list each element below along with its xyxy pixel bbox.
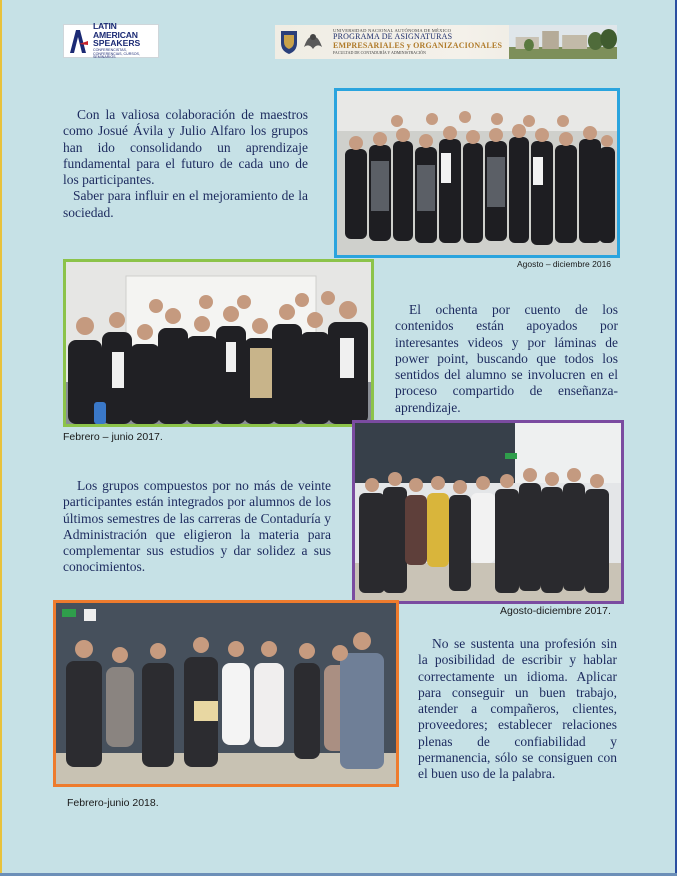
- speakers-logo-text: [93, 22, 154, 60]
- campus-photo: [509, 25, 617, 59]
- speakers-logo-line1: LATIN AMERICAN: [93, 21, 138, 40]
- left-page-edge: [0, 0, 2, 876]
- university-name: UNIVERSIDAD NACIONAL AUTÓNOMA DE MÉXICO: [333, 27, 452, 33]
- paragraph-multimedia-text: El ochenta por cuento de los contenidos están apoyados por interesantes videos y por láminas de power point, buscando que todos los sentidos del alumno se involucren en el proceso compartido de enseñanza-aprendizaje.: [395, 302, 618, 415]
- caption-photo-2017-spring: Febrero – junio 2017.: [63, 431, 163, 443]
- group-photo-2018: [53, 600, 399, 787]
- speakers-logo-line2: SPEAKERS: [93, 38, 141, 49]
- caption-photo-2017-fall: Agosto-diciembre 2017.: [500, 605, 611, 617]
- banner-text: [333, 29, 509, 56]
- faculty-emblem-icon: [301, 29, 325, 55]
- unam-crest-icon: [279, 29, 299, 55]
- faculty-name: FACULTAD DE CONTADURÍA Y ADMINISTRACIÓN: [333, 50, 426, 56]
- group-photo-2017-fall: [352, 420, 624, 604]
- paragraph-groups-text: Los grupos compuestos por no más de veinte participantes están integrados por alumnos de los últimos semestres de las carreras de Contaduría y Administración que eligieron la materia para complementar sus estudios y dar solidez a sus conocimientos.: [63, 478, 331, 575]
- paragraph-language: [418, 636, 617, 783]
- group-photo-2017-spring: [63, 259, 374, 427]
- paragraph-collaboration-main: [63, 107, 308, 187]
- caption-photo-2016: Agosto – diciembre 2016: [517, 259, 612, 269]
- paragraph-language-text: No se sustenta una profesión sin la posibilidad de escribir y hablar correctamente un idioma. Aplicar para conseguir un buen trabajo, atender a compañeros, clientes, proveedores; establecer relaciones plenas de confiabilidad y permanencia, sólo se consiguen con el buen uso de la palabra.: [418, 636, 617, 782]
- speakers-logo-tagline: CONFERENCISTAS, CONFERENCIAS, CURSOS, SEMINARIOS: [93, 48, 140, 60]
- paragraph-collaboration-second: Saber para influir en el mejoramiento de la sociedad.: [63, 188, 308, 220]
- group-photo-2016: [334, 88, 620, 258]
- paragraph-collaboration: [63, 107, 308, 221]
- program-title: PROGRAMA DE ASIGNATURAS: [333, 32, 453, 42]
- program-subtitle: EMPRESARIALES y ORGANIZACIONALES: [333, 40, 503, 50]
- caption-photo-2018: Febrero-junio 2018.: [67, 797, 159, 809]
- paragraph-multimedia: [395, 302, 618, 416]
- latin-american-speakers-logo: [63, 21, 159, 60]
- paragraph-collaboration-text: Con la valiosa colaboración de maestros como Josué Ávila y Julio Alfaro los grupos han ido consolidando un aprendizaje fundamental para el futuro de cada uno de los participantes.: [63, 107, 308, 188]
- unam-program-banner: [275, 25, 617, 59]
- speakers-logo-icon: [68, 27, 90, 55]
- paragraph-groups: [63, 478, 331, 576]
